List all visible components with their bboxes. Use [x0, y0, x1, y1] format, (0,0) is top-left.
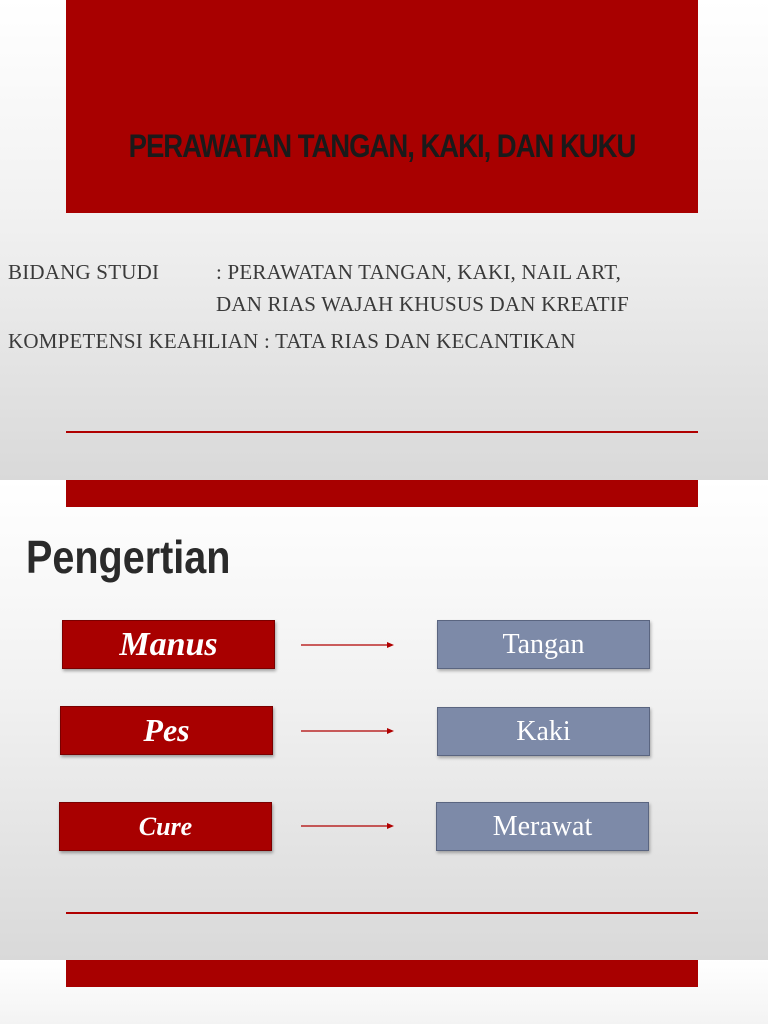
top-red-band: [66, 480, 698, 507]
term-box-manus: Manus: [62, 620, 275, 669]
meaning-box-tangan: Tangan: [437, 620, 650, 669]
bottom-rule: [66, 431, 698, 433]
top-red-band: [66, 960, 698, 987]
bidang-studi-label: BIDANG STUDI: [8, 260, 160, 284]
definition-slide: [0, 480, 768, 960]
meaning-box-kaki: Kaki: [437, 707, 650, 756]
right-arrow-icon: [301, 726, 395, 736]
slide-title: PERAWATAN TANGAN, KAKI, DAN KUKU: [128, 128, 636, 164]
meaning-box-merawat: Merawat: [436, 802, 649, 851]
title-slide: [0, 0, 768, 480]
kompetensi-keahlian-line: KOMPETENSI KEAHLIAN : TATA RIAS DAN KECANTIKAN: [8, 329, 576, 353]
bidang-studi-value: : PERAWATAN TANGAN, KAKI, NAIL ART,: [216, 260, 622, 284]
right-arrow-icon: [301, 640, 395, 650]
term-box-cure: Cure: [59, 802, 272, 851]
section-heading: Pengertian: [26, 531, 231, 583]
bottom-rule: [66, 912, 698, 914]
title-red-band: [66, 0, 698, 213]
next-slide-preview: [0, 960, 768, 1024]
bidang-studi-value-continued: DAN RIAS WAJAH KHUSUS DAN KREATIF: [216, 292, 629, 316]
term-box-pes: Pes: [60, 706, 273, 755]
right-arrow-icon: [301, 821, 395, 831]
